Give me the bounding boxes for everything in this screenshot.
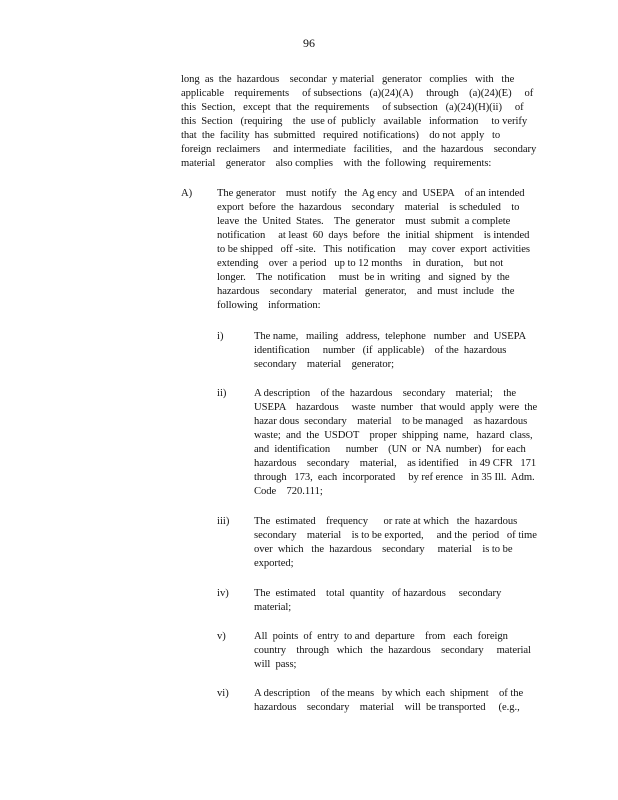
item-line: through 173, each incorporated by ref erence in 35 Ill. Adm. [254,472,535,483]
section-a-line: extending over a period up to 12 months in duration, but not [217,258,504,269]
item-line: The estimated total quantity of hazardous secondary [254,588,502,599]
section-a-line: leave the United States. The generator must submit a complete [217,216,511,227]
section-a-line: following information: [217,300,321,311]
item-line: hazardous secondary material, as identified in 49 CFR 171 [254,458,537,469]
page-number: 96 [303,36,315,50]
section-a-line: export before the hazardous secondary material is scheduled to [217,202,520,213]
intro-line: applicable requirements of subsections (a)(24)(A) through (a)(24)(E) of [181,88,534,99]
item-line: exported; [254,558,294,569]
item-line: A description of the means by which each shipment of the [254,688,524,699]
item-line: The name, mailing address, telephone number and USEPA [254,331,527,342]
item-line: hazar dous secondary material to be managed as hazardous [254,416,528,427]
item-line: material; [254,602,292,613]
item-line: will pass; [254,659,297,670]
item-line: and identification number (UN or NA number) for each [254,444,526,455]
item-marker: ii) [217,388,227,399]
item-line: All points of entry to and departure from each foreign [254,631,508,642]
intro-line: long as the hazardous secondar y material generator complies with the [181,74,515,85]
section-a-marker: A) [181,188,193,199]
item-marker: v) [217,631,226,642]
item-marker: iv) [217,588,229,599]
intro-line: foreign reclaimers and intermediate facilities, and the hazardous secondary [181,144,537,155]
item-line: A description of the hazardous secondary material; the [254,388,517,399]
item-line: hazardous secondary material will be transported (e.g., [254,702,520,713]
item-line: waste; and the USDOT proper shipping name, hazard class, [254,430,533,441]
section-a-line: to be shipped off -site. This notification may cover export activities [217,244,530,255]
intro-line: this Section (requiring the use of publicly available information to verify [181,116,528,127]
intro-line: that the facility has submitted required notifications) do not apply to [181,130,501,141]
item-line: The estimated frequency or rate at which the hazardous [254,516,518,527]
item-marker: iii) [217,516,230,527]
item-line: secondary material is to be exported, and the period of time [254,530,537,541]
item-line: secondary material generator; [254,359,395,370]
item-line: Code 720.111; [254,486,323,497]
item-line: identification number (if applicable) of the hazardous [254,345,507,356]
section-a-line: longer. The notification must be in writing and signed by the [217,272,510,283]
intro-line: this Section, except that the requirements of subsection (a)(24)(H)(ii) of [181,102,524,113]
intro-line: material generator also complies with the following requirements: [181,158,492,169]
section-a-line: The generator must notify the Ag ency and USEPA of an intended [217,188,525,199]
section-a-line: notification at least 60 days before the initial shipment is intended [217,230,530,241]
item-line: over which the hazardous secondary material is to be [254,544,513,555]
item-marker: vi) [217,688,229,699]
item-line: USEPA hazardous waste number that would apply were the [254,402,538,413]
item-marker: i) [217,331,224,342]
section-a-line: hazardous secondary material generator, and must include the [217,286,515,297]
item-line: country through which the hazardous secondary material [254,645,531,656]
